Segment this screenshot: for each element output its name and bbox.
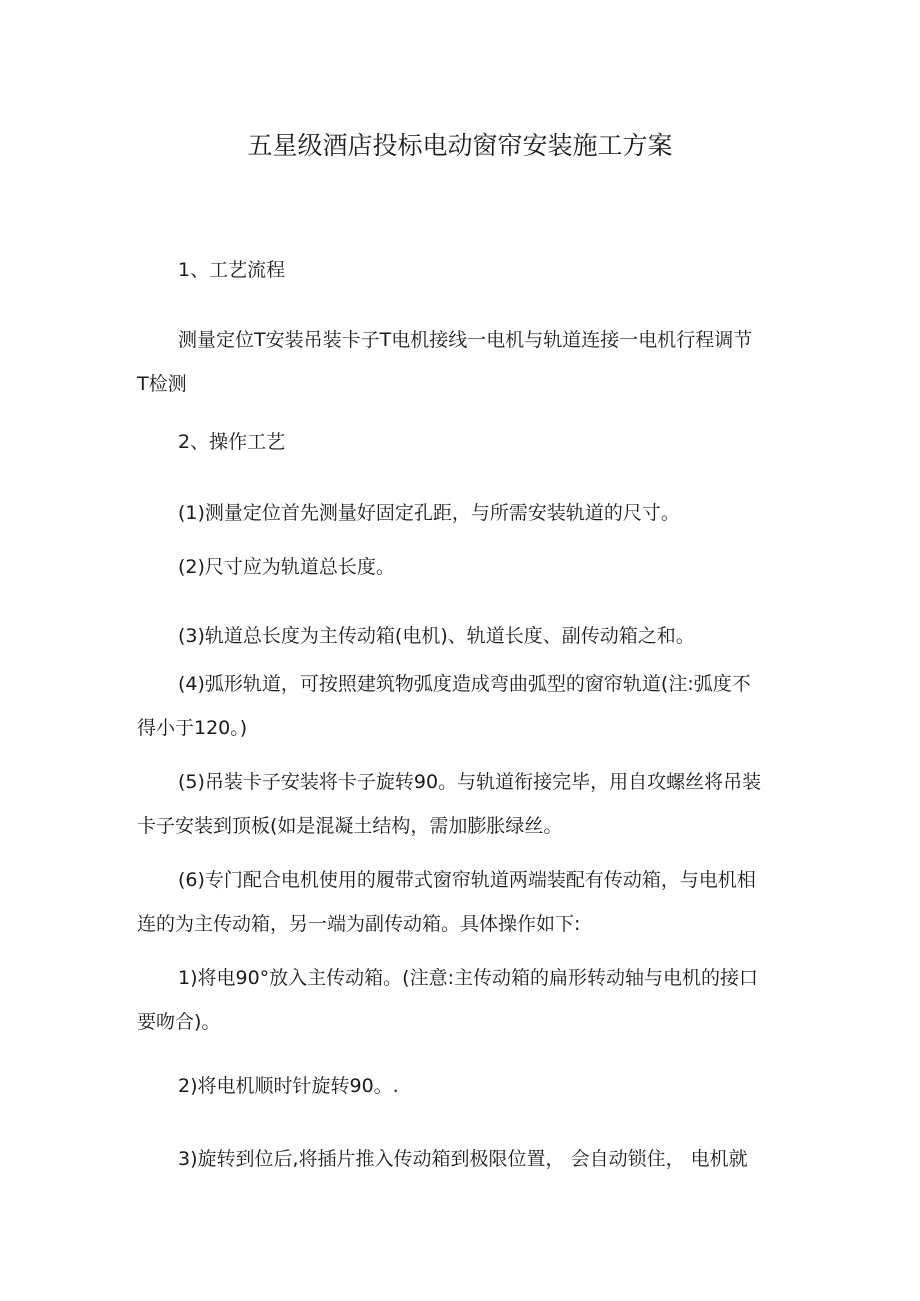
paragraph-line: (3)轨道总长度为主传动箱(电机)、轨道长度、副传动箱之和。 (178, 625, 695, 647)
paragraph-substep-3 (137, 1137, 828, 1181)
paragraph-line: 1)将电90°放入主传动箱。(注意:主传动箱的扁形转动轴与电机的接口 (178, 967, 758, 989)
paragraph-line: 测量定位T安装吊装卡子T电机接线一电机与轨道连接一电机行程调节 (178, 329, 753, 351)
paragraph-line: T检测 (137, 373, 187, 395)
paragraph-process-flow (137, 318, 787, 406)
paragraph-line: (4)弧形轨道，可按照建筑物弧度造成弯曲弧型的窗帘轨道(注:弧度不 (178, 673, 751, 695)
paragraph-line: (1)测量定位首先测量好固定孔距，与所需安装轨道的尺寸。 (178, 502, 680, 524)
paragraph-step-3 (137, 614, 828, 658)
paragraph-step-2 (137, 545, 828, 589)
paragraph-line: 要吻合)。 (137, 1011, 221, 1033)
section-heading-process (137, 248, 828, 292)
paragraph-line: (5)吊装卡子安装将卡子旋转90。与轨道衔接完毕，用自攻螺丝将吊装 (178, 771, 762, 793)
paragraph-step-6 (137, 858, 787, 946)
paragraph-line: 卡子安装到顶板(如是混凝土结构，需加膨胀绿丝。 (137, 815, 563, 837)
paragraph-substep-1 (137, 956, 787, 1044)
paragraph-step-5 (137, 760, 787, 848)
section-heading-operation (137, 420, 828, 464)
document-title: 五星级酒店投标电动窗帘安装施工方案 (247, 131, 673, 160)
paragraph-line: 3)旋转到位后,将插片推入传动箱到极限位置， 会自动锁住， 电机就 (178, 1148, 748, 1170)
paragraph-line: 1、工艺流程 (178, 259, 286, 281)
paragraph-line: 得小于120。) (137, 717, 248, 739)
paragraph-step-1 (137, 491, 828, 535)
paragraph-line: (2)尺寸应为轨道总长度。 (178, 556, 395, 578)
paragraph-line: 2)将电机顺时针旋转90。. (178, 1075, 399, 1097)
paragraph-step-4 (137, 662, 787, 750)
paragraph-line: 连的为主传动箱，另一端为副传动箱。具体操作如下: (137, 913, 581, 935)
paragraph-line: 2、操作工艺 (178, 431, 286, 453)
paragraph-substep-2 (137, 1064, 828, 1108)
paragraph-line: (6)专门配合电机使用的履带式窗帘轨道两端装配有传动箱，与电机相 (178, 869, 756, 891)
